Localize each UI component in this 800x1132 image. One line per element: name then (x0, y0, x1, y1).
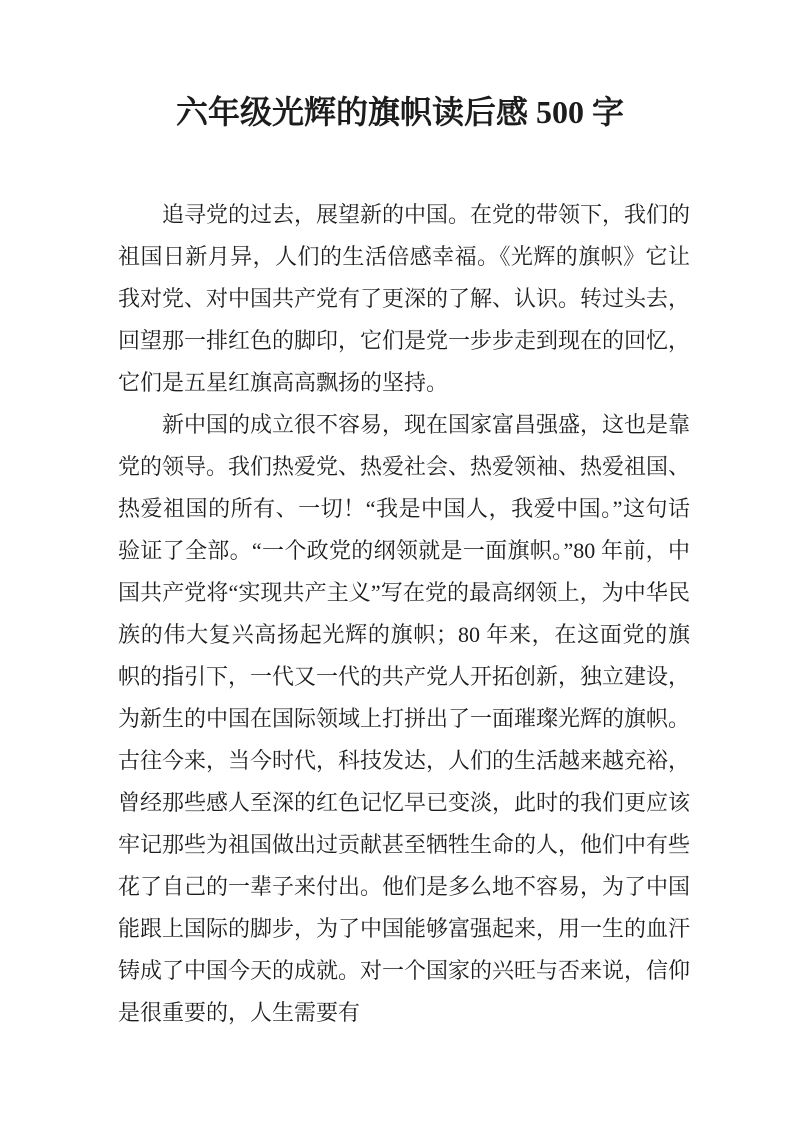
paragraph-1: 追寻党的过去，展望新的中国。在党的带领下，我们的祖国日新月异，人们的生活倍感幸福。《光辉的旗帜》它让我对党、对中国共产党有了更深的了解、认识。转过头去，回望那一排红色的脚印，它们是党一步步走到现在的回忆，它们是五星红旗高高飘扬的坚持。 (118, 202, 691, 395)
paragraph-2: 新中国的成立很不容易，现在国家富昌强盛，这也是靠党的领导。我们热爱党、热爱社会、热爱领袖、热爱祖国、热爱祖国的所有、一切！“我是中国人，我爱中国。”这句话验证了全部。“一个政党的纲领就是一面旗帜。”80 年前，中国共产党将“实现共产主义”写在党的最高纲领上，为中华民族的伟大复兴高扬起光辉的旗帜；80 年来，在这面党的旗帜的指引下，一代又一代的共产党人开拓创新，独立建设，为新生的中国在国际领域上打拼出了一面璀璨光辉的旗帜。古往今来，当今时代，科技发达，人们的生活越来越充裕，曾经那些感人至深的红色记忆早已变淡，此时的我们更应该牢记那些为祖国做出过贡献甚至牺牲生命的人，他们中有些花了自己的一辈子来付出。他们是多么地不容易，为了中国能跟上国际的脚步，为了中国能够富强起来，用一生的血汗铸成了中国今天的成就。对一个国家的兴旺与否来说，信仰是很重要的，人生需要有 (118, 412, 691, 1025)
document-body (118, 194, 690, 1034)
document-title: 六年级光辉的旗帜读后感 500 字 (175, 94, 624, 130)
